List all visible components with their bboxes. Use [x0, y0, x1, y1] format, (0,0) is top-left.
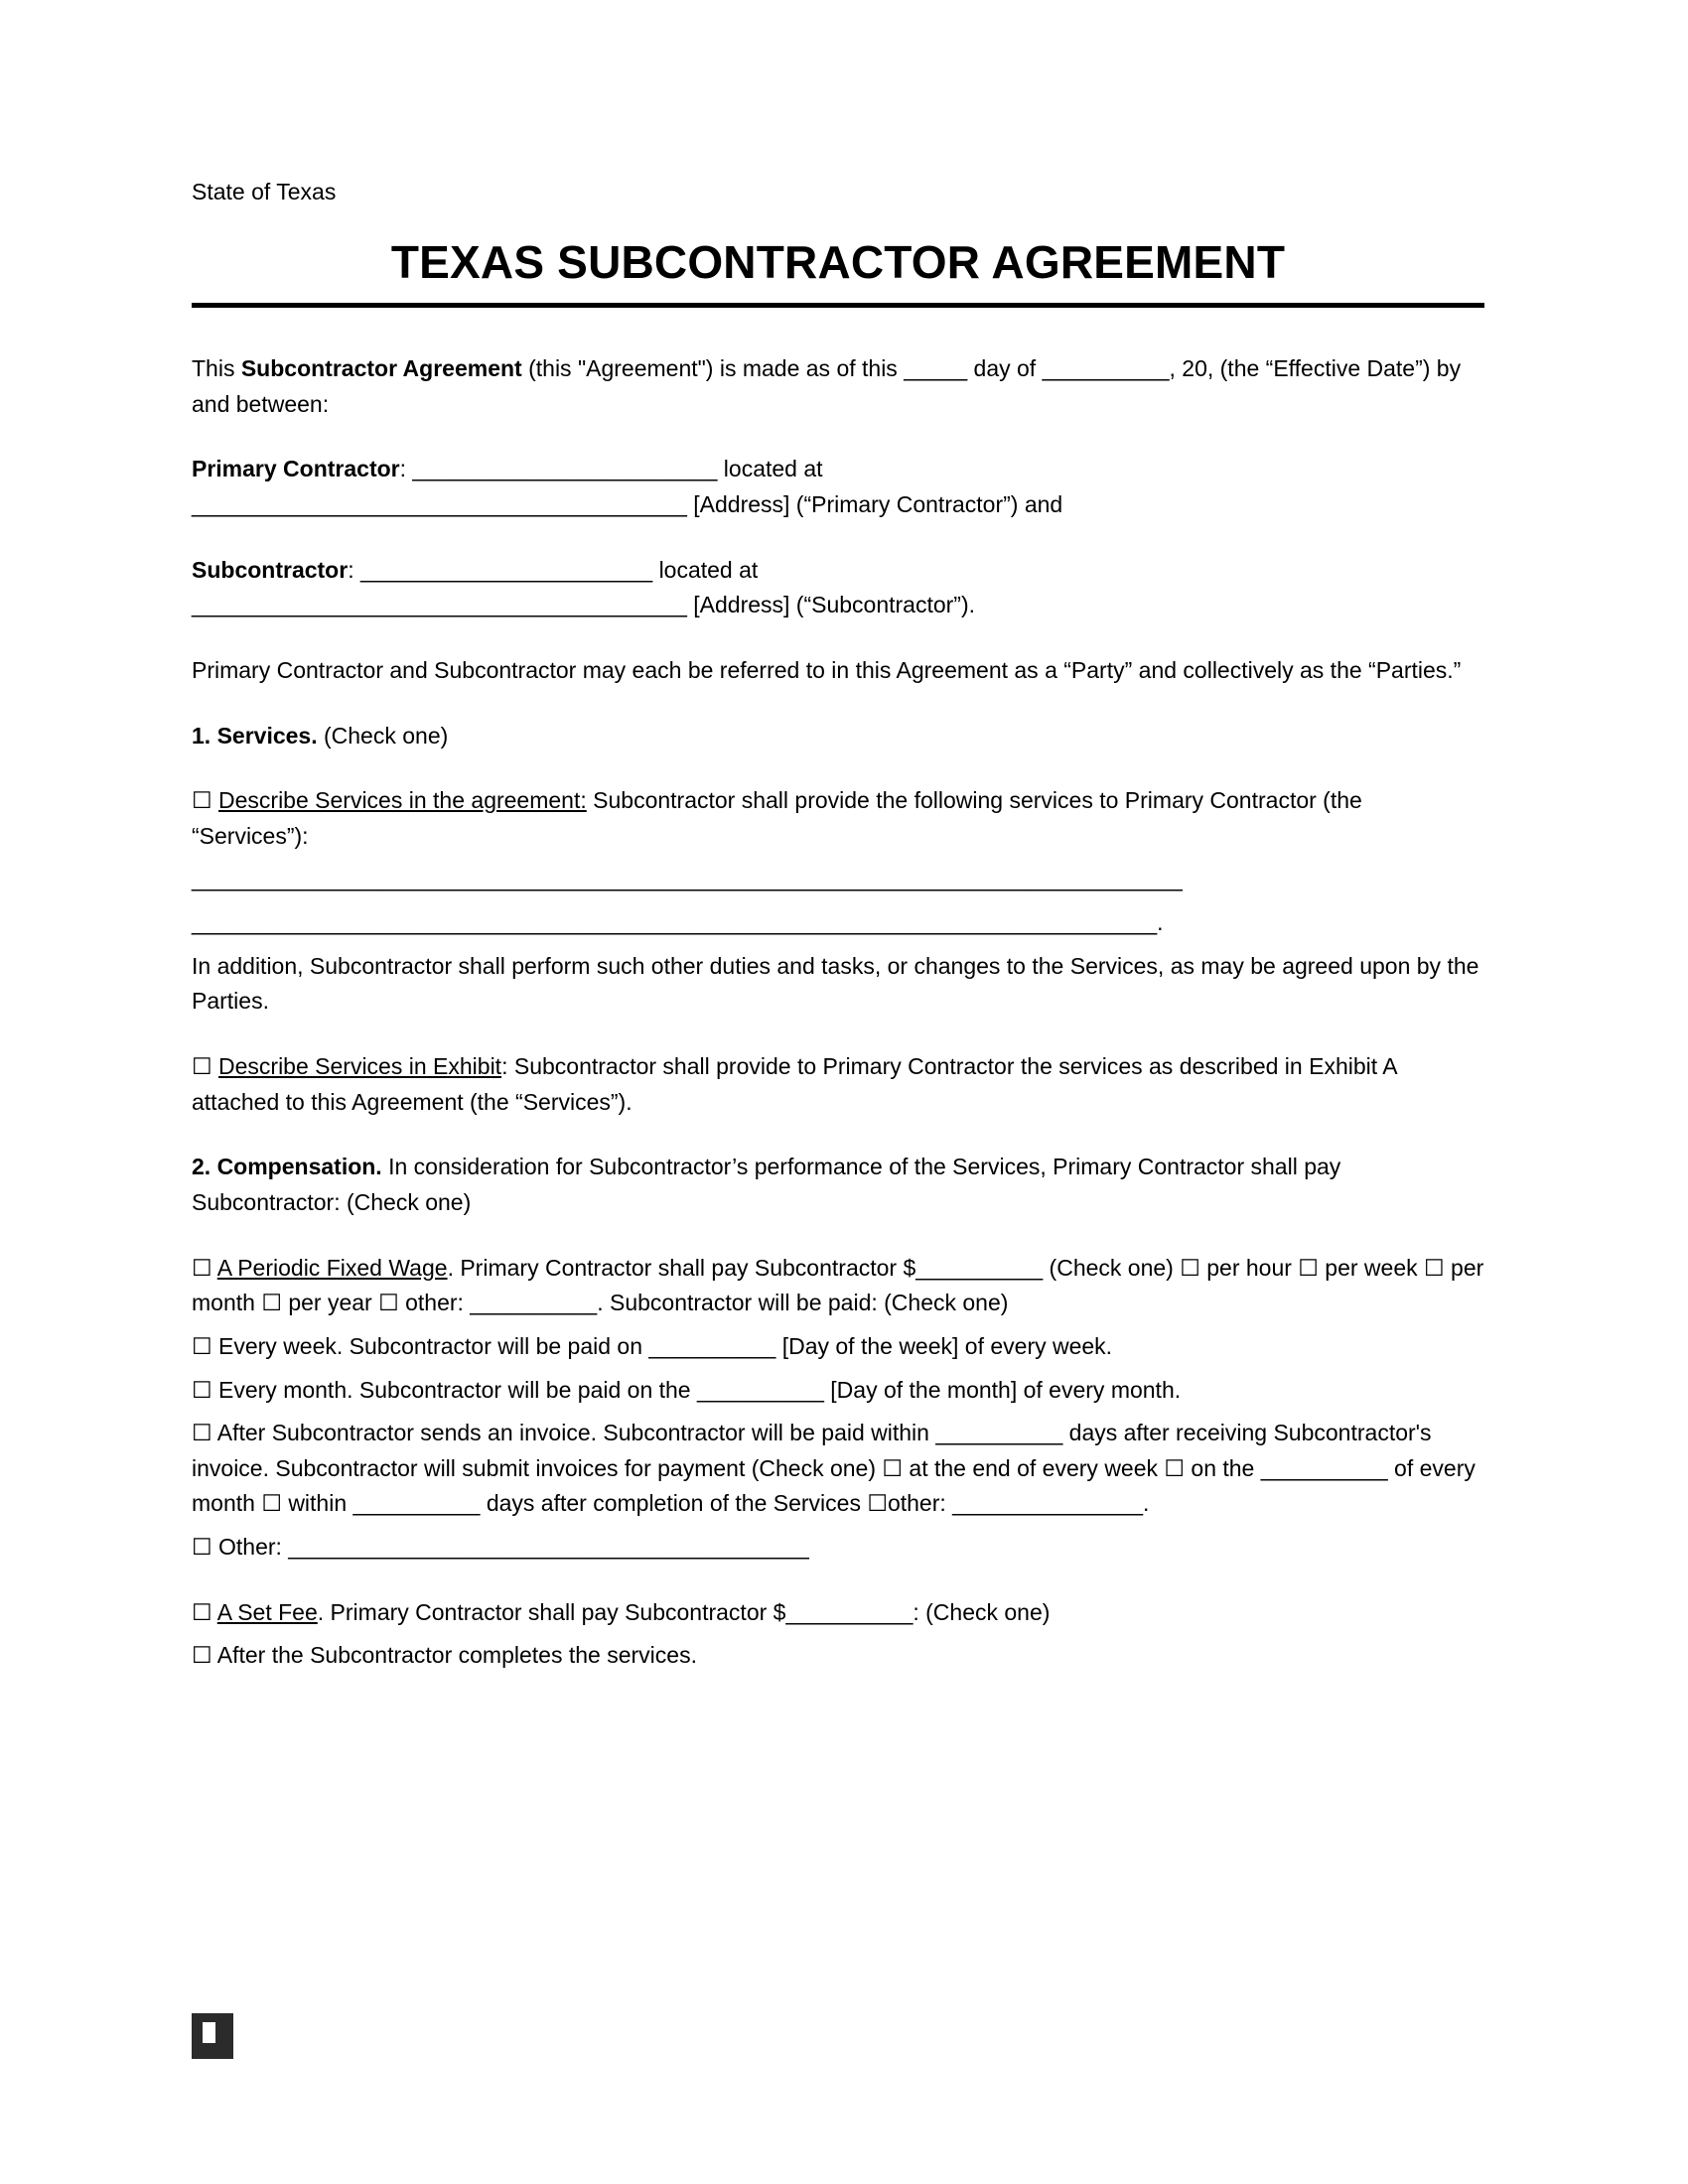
intro-lead: This: [192, 355, 241, 382]
services-option-describe-in-exhibit[interactable]: [192, 1049, 1484, 1120]
primary-contractor-label: Primary Contractor: [192, 456, 400, 482]
legal-templates-logo-icon: [192, 2013, 233, 2059]
page-title: TEXAS SUBCONTRACTOR AGREEMENT: [390, 236, 1286, 289]
services-addition-paragraph: In addition, Subcontractor shall perform such other duties and tasks, or changes to the Services, as may be agreed upon by the Parties.: [192, 952, 1479, 1015]
services-fill-line-2[interactable]: ____________________________________________________________________________.: [192, 909, 1164, 936]
periodic-invoice-option[interactable]: ☐ After Subcontractor sends an invoice. Subcontractor will be paid within __________ days after receiving Subcontractor's invoice. Subcontractor will submit invoices for payment (Check one) ☐ at the end of every week ☐ on the __________ of every month ☐ within __________ days after completion of the Services ☐other: _______________.: [192, 1420, 1476, 1517]
set-fee-label: A Set Fee: [216, 1598, 318, 1625]
periodic-other-option[interactable]: ☐ Other: _________________________________________: [192, 1534, 809, 1561]
section-2-text: In consideration for Subcontractor’s performance of the Services, Primary Contractor shall pay Subcontractor: (Check one): [192, 1154, 1341, 1215]
periodic-wage-line1: . Primary Contractor shall pay Subcontractor $__________ (Check one) ☐ per hour ☐ per week ☐ per month ☐ per year ☐ other: __________. Subcontractor will be paid: (Check one): [192, 1254, 1484, 1316]
primary-contractor-line2: _______________________________________ [Address] (“Primary Contractor”) and: [192, 490, 1063, 517]
checkbox-icon[interactable]: ☐: [192, 787, 212, 814]
subcontractor-block: [192, 553, 1484, 623]
services-option-describe-in-agreement[interactable]: [192, 783, 1484, 854]
intro-bold: Subcontractor Agreement: [240, 355, 522, 382]
title-divider: [192, 303, 1484, 308]
primary-contractor-block: [192, 452, 1484, 522]
section-1-check-one: (Check one): [317, 722, 449, 749]
checkbox-icon[interactable]: ☐: [192, 1598, 212, 1625]
subcontractor-line2: _______________________________________ [Address] (“Subcontractor”).: [192, 592, 976, 618]
compensation-periodic-wage-option[interactable]: [192, 1251, 1484, 1321]
periodic-wage-label: A Periodic Fixed Wage: [216, 1254, 448, 1281]
set-fee-after-completion-option[interactable]: ☐ After the Subcontractor completes the services.: [192, 1642, 697, 1669]
section-2-heading: [192, 1150, 1484, 1220]
periodic-every-month-option[interactable]: ☐ Every month. Subcontractor will be paid on the __________ [Day of the month] of every month.: [192, 1376, 1182, 1403]
intro-rest: (this "Agreement") is made as of this _____ day of __________, 20, (the “Effective Date”) by and between:: [192, 355, 1462, 417]
services-fill-line-1[interactable]: ______________________________________________________________________________: [192, 866, 1183, 892]
checkbox-icon[interactable]: ☐: [192, 1053, 212, 1080]
set-fee-line1: . Primary Contractor shall pay Subcontractor $__________: (Check one): [317, 1598, 1051, 1625]
compensation-set-fee-option[interactable]: [192, 1595, 1484, 1631]
periodic-every-week-option[interactable]: ☐ Every week. Subcontractor will be paid on __________ [Day of the week] of every week.: [192, 1332, 1113, 1359]
parties-paragraph: Primary Contractor and Subcontractor may each be referred to in this Agreement as a “Party” and collectively as the “Parties.”: [192, 656, 1462, 683]
checkbox-icon[interactable]: ☐: [192, 1254, 212, 1281]
state-line: State of Texas: [192, 179, 337, 205]
subcontractor-label: Subcontractor: [192, 556, 349, 583]
subcontractor-line1: : _______________________ located at: [348, 556, 759, 583]
intro-paragraph: [192, 351, 1484, 422]
document-content: [192, 177, 1484, 1704]
logo-mark: [192, 2013, 233, 2059]
primary-contractor-line1: : ________________________ located at: [399, 456, 823, 482]
section-1-heading: [192, 719, 1484, 754]
services-option-a-text: Subcontractor shall provide the following services to Primary Contractor (the “Services”):: [192, 787, 1362, 849]
section-2-number: 2. Compensation.: [192, 1154, 382, 1180]
services-option-b-label: Describe Services in Exhibit: [218, 1053, 502, 1080]
section-1-number: 1. Services.: [192, 722, 318, 749]
services-option-b-text: : Subcontractor shall provide to Primary Contractor the services as described in Exhibit A attached to this Agreement (the “Services”).: [192, 1053, 1397, 1115]
services-option-a-label: Describe Services in the agreement:: [218, 787, 587, 814]
